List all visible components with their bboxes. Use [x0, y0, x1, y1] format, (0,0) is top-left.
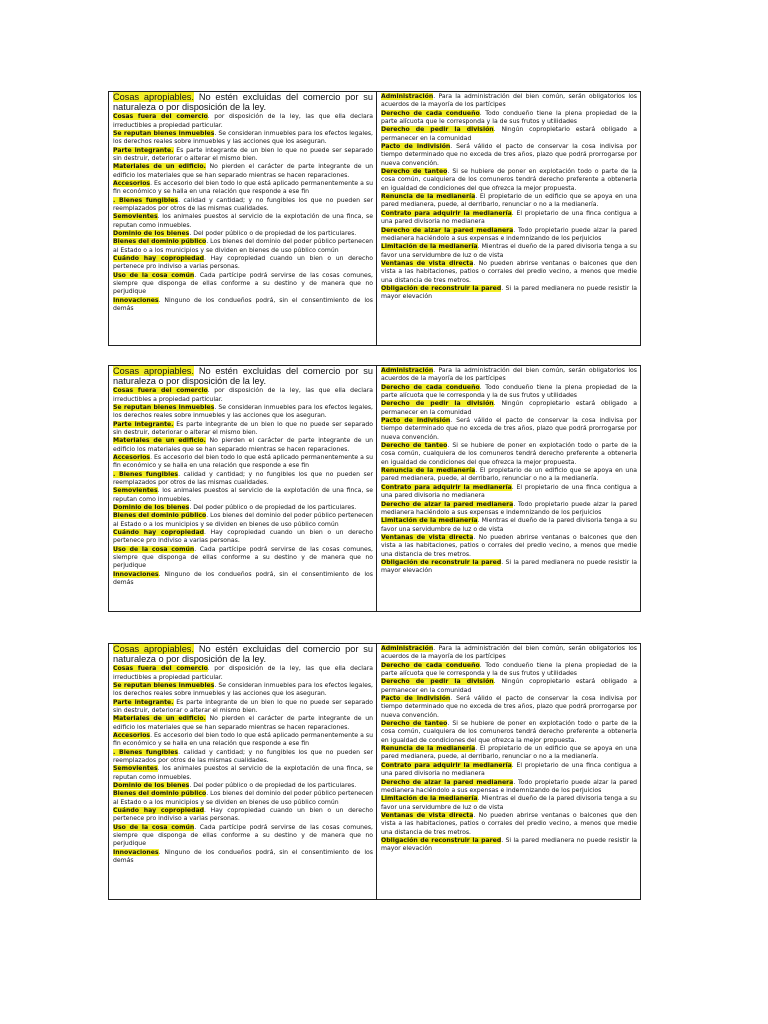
definition-text: . calidad y cantidad; y no fungibles los que no pueden ser reemplazados por otros de las mismas cualidades.: [113, 470, 373, 486]
definition-cosas-apropiables: [113, 93, 373, 112]
definition-text: . Para la administración del bien común, serán obligatorios los acuerdos de la mayoría de los partícipes: [381, 645, 637, 661]
definition-term: Bienes del dominio público: [113, 790, 207, 798]
definition-term: Uso de la cosa común: [113, 823, 195, 831]
definition-text: . Ninguno de los condueños podrá, sin el consentimiento de los demás: [113, 848, 373, 865]
definition-accesorios: [113, 454, 373, 471]
definition-cosas-apropiables: [113, 645, 373, 664]
definition-derecho-de-alzar-la-pared-medianera: [381, 227, 637, 244]
definition-text: . Será válido el pacto de conservar la cosa indivisa por tiempo determinado que no exceda de tres años, plazo que podrá prorrogarse por nueva convención.: [381, 143, 637, 167]
definition-text: . Mientras el dueño de la pared divisoria tenga a su favor una servidumbre de luz o de vista: [381, 243, 637, 259]
definition-parte-integrante: [113, 421, 373, 438]
definition-term: Contrato para adquirir la medianería: [381, 483, 512, 491]
definition-text: . Todo propietario puede alzar la pared medianera haciéndolo a sus expensas e indemnizando de los perjuicios: [381, 778, 637, 794]
definition-term: Ventanas de vista directa: [381, 259, 474, 267]
definition-text: . Será válido el pacto de conservar la cosa indivisa por tiempo determinado que no exceda de tres años, plazo que podrá prorrogarse por nueva convención.: [381, 695, 637, 719]
definition-obligacion-de-reconstruir-la-pared: [381, 559, 637, 576]
definition-term: Semovientes: [113, 213, 158, 221]
definition-text: . Ningún copropietario estará obligado a permanecer en la comunidad: [381, 678, 637, 694]
definition-term: Accesorios: [113, 731, 151, 739]
definition-term: Cosas apropiables.: [113, 92, 194, 102]
definition-se-reputan-bienes-inmuebles: [113, 404, 373, 421]
definition-text: . Cada partícipe podrá servirse de las cosas comunes, siempre que disponga de ellas conforme a su destino y de manera que no perjudique: [113, 271, 373, 296]
definition-bienes-del-dominio-publico: [113, 512, 373, 529]
definition-uso-de-la-cosa-comun: [113, 824, 373, 849]
definition-term: Uso de la cosa común: [113, 271, 195, 279]
definition-text: . No pueden abrirse ventanas o balcones que den vista a las habitaciones, patios o corrales del predio vecino, a menos que medie una distancia de tres metros.: [381, 811, 637, 836]
card-right-column: [377, 366, 640, 611]
definition-text: Es parte integrante de un bien lo que no puede ser separado sin destruir, deteriorar o alterar el mismo bien.: [113, 698, 373, 714]
definition-term: Cosas fuera del comercio: [113, 387, 208, 395]
definition-text: No pierden el carácter de parte integrante de un edificio los materiales que se han separado mientras se hacen reparaciones.: [113, 163, 373, 179]
definition-cosas-fuera-del-comercio: [113, 665, 373, 682]
definition-term: Derecho de pedir la división: [381, 678, 494, 686]
definition-renuncia-de-la-medianeria: [381, 193, 637, 210]
definition-text: . Ninguno de los condueños podrá, sin el consentimiento de los demás: [113, 296, 373, 313]
definition-derecho-de-pedir-la-division: [381, 400, 637, 417]
definition-term: Pacto de indivisión: [381, 417, 451, 425]
definition-text: . Del poder público o de propiedad de los particulares.: [189, 230, 357, 237]
definition-term: Cosas apropiables.: [113, 366, 194, 376]
definition-innovaciones: [113, 571, 373, 588]
definition-renuncia-de-la-medianeria: [381, 467, 637, 484]
definition-term: Derecho de cada condueño: [381, 383, 480, 391]
card-left-column: [109, 92, 377, 345]
definition-text: . por disposición de la ley, las que ella declara irreductibles a propiedad particular.: [113, 387, 373, 403]
definition-text: . El propietario de una finca contigua a una pared divisoria no medianera: [381, 761, 637, 778]
definition-term: Limitación de la medianería: [381, 517, 478, 525]
definition-term: Semovientes: [113, 765, 158, 773]
definition-text: . No pueden abrirse ventanas o balcones que den vista a las habitaciones, patios o corrales del predio vecino, a menos que medie una distancia de tres metros.: [381, 533, 637, 558]
definition-accesorios: [113, 732, 373, 749]
definition-text: . Todo condueño tiene la plena propiedad de la parte alícuota que le corresponda y la de sus frutos y utilidades: [381, 109, 637, 126]
definition-term: Cosas fuera del comercio: [113, 665, 208, 673]
definition-term: Uso de la cosa común: [113, 545, 195, 553]
definition-term: Contrato para adquirir la medianería: [381, 209, 512, 217]
definition-bienes-del-dominio-publico: [113, 238, 373, 255]
definition-term: Innovaciones: [113, 570, 159, 578]
definition-text: . Hay copropiedad cuando un bien o un derecho pertenece pro indiviso a varias personas.: [113, 529, 373, 545]
card-right-column: [377, 644, 640, 899]
definition-obligacion-de-reconstruir-la-pared: [381, 285, 637, 302]
definition-term: Limitación de la medianería: [381, 795, 478, 803]
definition-text: . Del poder público o de propiedad de los particulares.: [189, 782, 357, 789]
definition-cuando-hay-copropiedad: [113, 807, 373, 824]
definition-term: Derecho de pedir la división: [381, 126, 494, 134]
definition-text: No estén excluidas del comercio por su naturaleza o por disposición de la ley.: [113, 92, 374, 112]
definition-text: Es parte integrante de un bien lo que no puede ser separado sin destruir, deteriorar o alterar el mismo bien.: [113, 420, 373, 436]
definition-text: . El propietario de una finca contigua a una pared divisoria no medianera: [381, 209, 637, 226]
definition-term: Pacto de indivisión: [381, 695, 451, 703]
definition-parte-integrante: [113, 147, 373, 164]
definition-text: . Ninguno de los condueños podrá, sin el consentimiento de los demás: [113, 570, 373, 587]
definition-text: . No pueden abrirse ventanas o balcones que den vista a las habitaciones, patios o corrales del predio vecino, a menos que medie una distancia de tres metros.: [381, 259, 637, 284]
definition-term: Renuncia de la medianería: [381, 467, 476, 475]
definition-derecho-de-pedir-la-division: [381, 126, 637, 143]
definition-text: . Para la administración del bien común, serán obligatorios los acuerdos de la mayoría de los partícipes: [381, 93, 637, 109]
definition-derecho-de-cada-condueno: [381, 384, 637, 401]
definition-term: Administración: [381, 645, 434, 652]
definition-text: . Es accesorio del bien todo lo que está aplicado permanentemente a su fin económico y se halla en una relación que responde a ese fin: [113, 453, 373, 470]
definition-administracion: [381, 367, 637, 384]
card-left-column: [109, 366, 377, 611]
definition-text: . El propietario de un edificio que se apoya en una pared medianera, puede, al derribarlo, renunciar o no a la medianería.: [381, 467, 637, 483]
definition-text: . Se consideran inmuebles para los efectos legales, los derechos reales sobre inmuebles y las acciones que los aseguran.: [113, 681, 373, 698]
definition-term: Pacto de indivisión: [381, 143, 451, 151]
definition-bienes-fungibles: [113, 197, 373, 214]
definition-cuando-hay-copropiedad: [113, 255, 373, 272]
definition-text: . por disposición de la ley, las que ella declara irreductibles a propiedad particular.: [113, 113, 373, 129]
definition-term: Semovientes: [113, 487, 158, 495]
definition-derecho-de-pedir-la-division: [381, 678, 637, 695]
definition-ventanas-de-vista-directa: [381, 260, 637, 285]
definition-term: Accesorios: [113, 453, 151, 461]
definition-text: . Se consideran inmuebles para los efectos legales, los derechos reales sobre inmuebles y las acciones que los aseguran.: [113, 129, 373, 146]
definition-limitacion-de-la-medianeria: [381, 795, 637, 812]
definition-term: Derecho de pedir la división: [381, 400, 494, 408]
definition-text: . Todo condueño tiene la plena propiedad de la parte alícuota que le corresponda y la de sus frutos y utilidades: [381, 383, 637, 400]
definition-uso-de-la-cosa-comun: [113, 546, 373, 571]
definition-materiales-de-un-edificio: [113, 437, 373, 454]
definition-text: No estén excluidas del comercio por su naturaleza o por disposición de la ley.: [113, 644, 374, 664]
study-card-1: [108, 91, 641, 346]
definition-term: Ventanas de vista directa: [381, 811, 474, 819]
definition-pacto-de-indivision: [381, 417, 637, 442]
card-left-column: [109, 644, 377, 899]
definition-text: . Mientras el dueño de la pared divisoria tenga a su favor una servidumbre de luz o de vista: [381, 795, 637, 811]
definition-text: . Cada partícipe podrá servirse de las cosas comunes, siempre que disponga de ellas conforme a su destino y de manera que no perjudique: [113, 545, 373, 570]
definition-parte-integrante: [113, 699, 373, 716]
definition-text: . Del poder público o de propiedad de los particulares.: [189, 504, 357, 511]
definition-text: . Los bienes del dominio del poder público pertenecen al Estado o a los municipios y se dividen en bienes de uso público común: [113, 512, 374, 528]
definition-term: Se reputan bienes inmuebles: [113, 129, 215, 137]
definition-term: Materiales de un edificio.: [113, 163, 206, 171]
definition-text: . Será válido el pacto de conservar la cosa indivisa por tiempo determinado que no exceda de tres años, plazo que podrá prorrogarse por nueva convención.: [381, 417, 637, 441]
definition-ventanas-de-vista-directa: [381, 812, 637, 837]
definition-term: Obligación de reconstruir la pared: [381, 284, 502, 292]
definition-text: . Mientras el dueño de la pared divisoria tenga a su favor una servidumbre de luz o de vista: [381, 517, 637, 533]
definition-term: Derecho de tanteo: [381, 442, 448, 450]
definition-renuncia-de-la-medianeria: [381, 745, 637, 762]
definition-ventanas-de-vista-directa: [381, 534, 637, 559]
definition-accesorios: [113, 180, 373, 197]
definition-term: Administración: [381, 367, 434, 374]
definition-term: Administración: [381, 93, 434, 100]
definition-text: . Ningún copropietario estará obligado a permanecer en la comunidad: [381, 126, 637, 142]
definition-term: Derecho de cada condueño: [381, 109, 480, 117]
definition-term: Derecho de cada condueño: [381, 661, 480, 669]
definition-text: . Se consideran inmuebles para los efectos legales, los derechos reales sobre inmuebles y las acciones que los aseguran.: [113, 403, 373, 420]
definition-text: . Todo propietario puede alzar la pared medianera haciéndolo a sus expensas e indemnizando de los perjuicios: [381, 226, 637, 242]
definition-innovaciones: [113, 849, 373, 866]
definition-text: . El propietario de un edificio que se apoya en una pared medianera, puede, al derribarlo, renunciar o no a la medianería.: [381, 193, 637, 209]
definition-term: Derecho de alzar la pared medianera: [381, 226, 514, 234]
definition-term: Se reputan bienes inmuebles: [113, 403, 215, 411]
definition-term: Bienes del dominio público: [113, 512, 207, 520]
definition-term: Derecho de tanteo: [381, 168, 448, 176]
definition-term: Cosas fuera del comercio: [113, 113, 208, 121]
definition-term: Innovaciones: [113, 848, 159, 856]
definition-limitacion-de-la-medianeria: [381, 517, 637, 534]
definition-se-reputan-bienes-inmuebles: [113, 130, 373, 147]
definition-text: . los animales puestos al servicio de la explotación de una finca, se reputan como inmuebles.: [113, 487, 373, 503]
definition-text: . Ningún copropietario estará obligado a permanecer en la comunidad: [381, 400, 637, 416]
definition-term: Cosas apropiables.: [113, 644, 194, 654]
definition-text: . Si se hubiere de poner en explotación todo o parte de la cosa común, cualquiera de los comuneros tendrá derecho preferente a obtenerla en igualdad de condiciones del que ofrezca la mejor propuesta.: [381, 442, 637, 466]
definition-bienes-fungibles: [113, 471, 373, 488]
card-right-column: [377, 92, 640, 345]
definition-term: Parte integrante.: [113, 698, 174, 706]
definition-term: Cuándo hay copropiedad: [113, 255, 205, 263]
definition-text: . calidad y cantidad; y no fungibles los que no pueden ser reemplazados por otros de las mismas cualidades.: [113, 748, 373, 764]
definition-term: Derecho de tanteo: [381, 720, 448, 728]
definition-text: . Cada partícipe podrá servirse de las cosas comunes, siempre que disponga de ellas conforme a su destino y de manera que no perjudique: [113, 823, 373, 848]
definition-cuando-hay-copropiedad: [113, 529, 373, 546]
definition-term: Dominio de los bienes: [113, 782, 190, 789]
definition-term: Dominio de los bienes: [113, 230, 190, 237]
definition-text: Es parte integrante de un bien lo que no puede ser separado sin destruir, deteriorar o alterar el mismo bien.: [113, 146, 373, 162]
definition-derecho-de-cada-condueno: [381, 110, 637, 127]
definition-administracion: [381, 93, 637, 110]
definition-obligacion-de-reconstruir-la-pared: [381, 837, 637, 854]
definition-innovaciones: [113, 297, 373, 314]
definition-derecho-de-alzar-la-pared-medianera: [381, 779, 637, 796]
definition-uso-de-la-cosa-comun: [113, 272, 373, 297]
definition-semovientes: [113, 213, 373, 230]
definition-derecho-de-alzar-la-pared-medianera: [381, 501, 637, 518]
definition-term: Obligación de reconstruir la pared: [381, 558, 502, 566]
definition-term: Renuncia de la medianería: [381, 193, 476, 201]
definition-bienes-fungibles: [113, 749, 373, 766]
definition-text: No estén excluidas del comercio por su naturaleza o por disposición de la ley.: [113, 366, 374, 386]
definition-term: Accesorios: [113, 179, 151, 187]
definition-contrato-para-adquirir-la-medianeria: [381, 762, 637, 779]
definition-term: Se reputan bienes inmuebles: [113, 681, 215, 689]
definition-term: Renuncia de la medianería: [381, 745, 476, 753]
definition-term: Dominio de los bienes: [113, 504, 190, 511]
definition-text: . Todo condueño tiene la plena propiedad de la parte alícuota que le corresponda y la de sus frutos y utilidades: [381, 661, 637, 678]
definition-text: No pierden el carácter de parte integrante de un edificio los materiales que se han separado mientras se hacen reparaciones.: [113, 437, 373, 453]
definition-term: Cuándo hay copropiedad: [113, 529, 205, 537]
definition-term: Ventanas de vista directa: [381, 533, 474, 541]
definition-text: . El propietario de un edificio que se apoya en una pared medianera, puede, al derribarlo, renunciar o no a la medianería.: [381, 745, 637, 761]
definition-text: . El propietario de una finca contigua a una pared divisoria no medianera: [381, 483, 637, 500]
definition-text: . Los bienes del dominio del poder público pertenecen al Estado o a los municipios y se dividen en bienes de uso público común: [113, 790, 374, 806]
definition-term: Innovaciones: [113, 296, 159, 304]
definition-term: Obligación de reconstruir la pared: [381, 836, 502, 844]
definition-pacto-de-indivision: [381, 695, 637, 720]
definition-contrato-para-adquirir-la-medianeria: [381, 210, 637, 227]
definition-text: . Si la pared medianera no puede resistir la mayor elevación: [381, 836, 637, 853]
definition-term: Derecho de alzar la pared medianera: [381, 500, 514, 508]
definition-text: . Todo propietario puede alzar la pared medianera haciéndolo a sus expensas e indemnizando de los perjuicios: [381, 500, 637, 516]
definition-text: . Si la pared medianera no puede resistir la mayor elevación: [381, 558, 637, 575]
definition-materiales-de-un-edificio: [113, 715, 373, 732]
definition-text: . Si la pared medianera no puede resistir la mayor elevación: [381, 284, 637, 301]
definition-text: . Para la administración del bien común, serán obligatorios los acuerdos de la mayoría de los partícipes: [381, 367, 637, 383]
definition-term: . Bienes fungibles: [113, 196, 179, 204]
definition-derecho-de-cada-condueno: [381, 662, 637, 679]
study-card-3: [108, 643, 641, 900]
definition-administracion: [381, 645, 637, 662]
definition-text: . Los bienes del dominio del poder público pertenecen al Estado o a los municipios y se dividen en bienes de uso público común: [113, 238, 374, 254]
study-card-2: [108, 365, 641, 612]
definition-text: . Hay copropiedad cuando un bien o un derecho pertenece pro indiviso a varias personas.: [113, 807, 373, 823]
definition-semovientes: [113, 765, 373, 782]
definition-derecho-de-tanteo: [381, 442, 637, 467]
definition-term: . Bienes fungibles: [113, 470, 179, 478]
definition-text: . los animales puestos al servicio de la explotación de una finca, se reputan como inmuebles.: [113, 213, 373, 229]
definition-bienes-del-dominio-publico: [113, 790, 373, 807]
definition-semovientes: [113, 487, 373, 504]
definition-pacto-de-indivision: [381, 143, 637, 168]
definition-text: . los animales puestos al servicio de la explotación de una finca, se reputan como inmuebles.: [113, 765, 373, 781]
definition-term: Materiales de un edificio.: [113, 715, 206, 723]
definition-term: Parte integrante.: [113, 420, 174, 428]
definition-materiales-de-un-edificio: [113, 163, 373, 180]
definition-term: Derecho de alzar la pared medianera: [381, 778, 514, 786]
definition-text: . Si se hubiere de poner en explotación todo o parte de la cosa común, cualquiera de los comuneros tendrá derecho preferente a obtenerla en igualdad de condiciones del que ofrezca la mejor propuesta.: [381, 168, 637, 192]
definition-text: . Si se hubiere de poner en explotación todo o parte de la cosa común, cualquiera de los comuneros tendrá derecho preferente a obtenerla en igualdad de condiciones del que ofrezca la mejor propuesta.: [381, 720, 637, 744]
definition-derecho-de-tanteo: [381, 168, 637, 193]
definition-term: Bienes del dominio público: [113, 238, 207, 246]
definition-term: . Bienes fungibles: [113, 748, 179, 756]
definition-term: Cuándo hay copropiedad: [113, 807, 205, 815]
definition-limitacion-de-la-medianeria: [381, 243, 637, 260]
definition-text: . Es accesorio del bien todo lo que está aplicado permanentemente a su fin económico y se halla en una relación que responde a ese fin: [113, 179, 373, 196]
definition-text: . calidad y cantidad; y no fungibles los que no pueden ser reemplazados por otros de las mismas cualidades.: [113, 196, 373, 212]
definition-cosas-fuera-del-comercio: [113, 113, 373, 130]
definition-term: Contrato para adquirir la medianería: [381, 761, 512, 769]
definition-text: . Es accesorio del bien todo lo que está aplicado permanentemente a su fin económico y se halla en una relación que responde a ese fin: [113, 731, 373, 748]
definition-cosas-fuera-del-comercio: [113, 387, 373, 404]
definition-term: Limitación de la medianería: [381, 243, 478, 251]
definition-text: . Hay copropiedad cuando un bien o un derecho pertenece pro indiviso a varias personas.: [113, 255, 373, 271]
definition-se-reputan-bienes-inmuebles: [113, 682, 373, 699]
definition-text: No pierden el carácter de parte integrante de un edificio los materiales que se han separado mientras se hacen reparaciones.: [113, 715, 373, 731]
definition-cosas-apropiables: [113, 367, 373, 386]
definition-contrato-para-adquirir-la-medianeria: [381, 484, 637, 501]
definition-term: Parte integrante.: [113, 146, 174, 154]
definition-derecho-de-tanteo: [381, 720, 637, 745]
definition-text: . por disposición de la ley, las que ella declara irreductibles a propiedad particular.: [113, 665, 373, 681]
definition-term: Materiales de un edificio.: [113, 437, 206, 445]
